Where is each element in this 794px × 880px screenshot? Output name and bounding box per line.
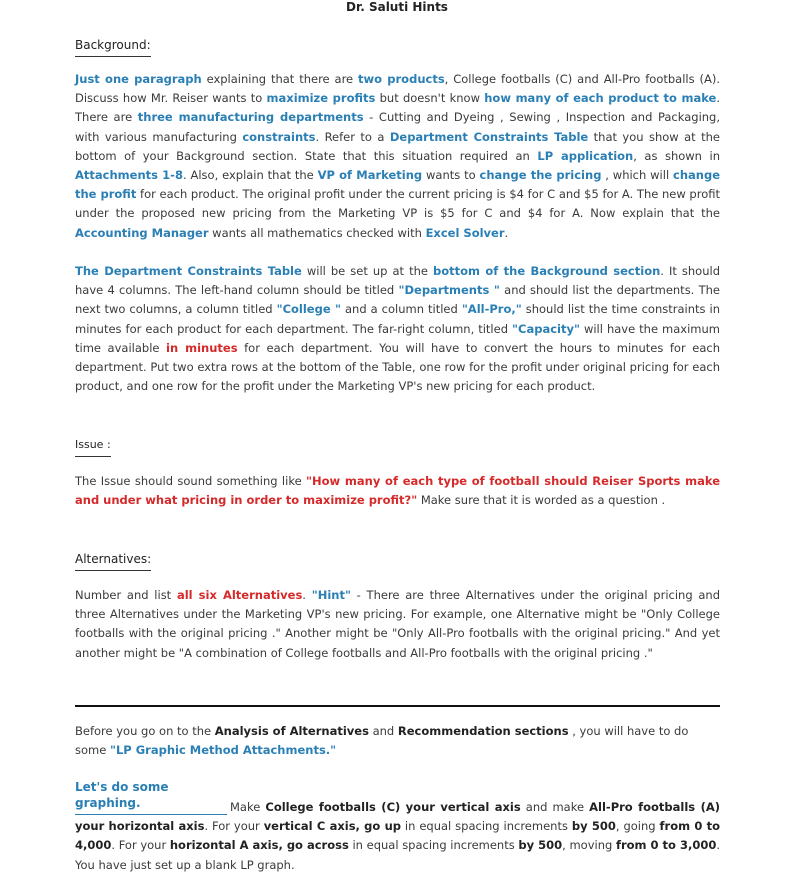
body-text: . It should have 4 columns. The left-hand column should be titled	[75, 264, 720, 298]
body-text: - There are three Alternatives under the original pricing and three Alternatives under the Marketing VP's new pricing. For example, one Alternative might be "Only College footballs with the original pricing ." Another might be "Only All-Pro footballs with the original pricing." And yet another might be "A combination of College footballs and All-Pro footballs with the original pricing ."	[75, 588, 720, 660]
emphasis-text: "How many of each type of football should Reiser Sports make and under what pricing in order to maximize profit?"	[75, 474, 720, 508]
emphasis-text: from 0 to 4,000	[75, 819, 721, 853]
body-text: should list the time constraints in minutes for each product for each department. The far-right column, titled	[75, 302, 720, 336]
body-text: - Cutting and Dyeing , Sewing , Inspection and Packaging, with various manufacturing	[75, 110, 721, 144]
emphasis-text: "Hint"	[311, 588, 351, 602]
body-text: will be set up at the	[301, 264, 433, 278]
body-text: but doesn't know	[375, 91, 485, 106]
emphasis-text: from 0 to 3,000	[615, 838, 717, 853]
body-text: Before you go on to the	[75, 724, 215, 738]
body-text: . For your	[111, 838, 170, 853]
emphasis-text: three manufacturing departments	[137, 110, 364, 125]
emphasis-text: Analysis of Alternatives	[214, 724, 369, 738]
body-text: Make sure that it is worded as a question .	[417, 493, 666, 508]
emphasis-text: Recommendation sections	[397, 724, 569, 738]
background-p2	[75, 262, 720, 396]
emphasis-text: LP application	[537, 148, 634, 163]
issue-p1	[75, 472, 720, 510]
emphasis-text: by 500	[518, 838, 563, 853]
body-text: in equal spacing increments	[401, 819, 572, 834]
emphasis-text: Attachments 1-8	[75, 168, 183, 183]
body-text: will have the maximum time available	[75, 321, 720, 355]
emphasis-text: Department Constraints Table	[389, 129, 589, 144]
body-text: for each department. You will have to convert the hours to minutes for each department. Put two extra rows at the bottom of the Table, one row for the profit under original pricing for each product, and one row for the profit under the Marketing VP's new pricing for each product.	[75, 340, 721, 394]
alternatives-section	[75, 548, 720, 571]
body-text: , going	[615, 819, 660, 834]
constraints-table-paragraph	[75, 262, 720, 396]
emphasis-text: VP of Marketing	[317, 168, 423, 183]
page-title: Dr. Saluti Hints	[346, 0, 448, 14]
emphasis-text: "College "	[276, 302, 341, 317]
emphasis-text: College footballs (C) your vertical axis	[265, 800, 521, 814]
issue-paragraph	[75, 472, 720, 510]
alternatives-heading: Alternatives:	[75, 551, 151, 571]
emphasis-text: All-Pro footballs (A) your horizontal axis	[75, 800, 720, 834]
body-text: , College footballs (C) and All-Pro footballs (A). Discuss how Mr. Reiser wants to	[75, 72, 720, 106]
before-paragraph	[75, 722, 720, 760]
background-section	[75, 34, 720, 57]
body-text: , which will	[601, 168, 674, 183]
emphasis-text: change the pricing	[479, 168, 602, 183]
issue-section	[75, 433, 720, 457]
body-text: . Also, explain that the	[182, 168, 318, 183]
alternatives-paragraph	[75, 586, 720, 663]
emphasis-text: "Departments "	[398, 283, 500, 298]
emphasis-text: how many of each product to make	[484, 91, 717, 106]
body-text: The Issue should sound something like	[75, 474, 307, 488]
graphing-paragraph	[75, 798, 720, 875]
body-text: , as shown in	[633, 148, 720, 163]
body-text: wants all mathematics checked with	[208, 225, 426, 240]
body-text: and a column titled	[340, 302, 462, 317]
body-text: Number and list	[75, 588, 177, 602]
body-text: for each product. The original profit under the current pricing is $4 for C and $5 for A. The new profit under the proposed new pricing from the Marketing VP is $5 for C and $4 for A. Now explain that the	[75, 187, 720, 221]
emphasis-text: vertical C axis, go up	[263, 819, 402, 834]
body-text: explaining that there are	[201, 72, 359, 86]
body-text: , you will have to do some	[75, 724, 689, 758]
body-text: .	[302, 588, 312, 602]
emphasis-text: "Capacity"	[512, 321, 580, 336]
emphasis-text: two products	[358, 72, 445, 86]
emphasis-text: in minutes	[166, 340, 238, 355]
body-text: wants to	[422, 168, 480, 183]
background-p1	[75, 70, 720, 243]
emphasis-text: bottom of the Background section	[432, 264, 661, 278]
emphasis-text: horizontal A axis, go across	[169, 838, 349, 853]
body-text: and should list the departments. The next two columns, a column titled	[75, 283, 720, 317]
emphasis-text: constraints	[242, 129, 316, 144]
body-text: . Refer to a	[315, 129, 390, 144]
emphasis-text: Accounting Manager	[75, 225, 209, 240]
body-text: .	[504, 225, 509, 240]
issue-heading: Issue :	[75, 437, 111, 457]
before-p1	[75, 722, 720, 760]
body-text: . You have just set up a blank LP graph.	[75, 838, 720, 872]
emphasis-text: "All-Pro,"	[461, 302, 522, 317]
emphasis-text: maximize profits	[266, 91, 376, 106]
body-text: . For your	[204, 819, 264, 834]
section-divider	[75, 705, 720, 707]
body-text: . There are	[75, 91, 720, 125]
graphing-heading: Let's do some graphing.	[75, 779, 227, 815]
background-heading: Background:	[75, 37, 151, 57]
body-text: in equal spacing increments	[348, 838, 519, 853]
emphasis-text: "LP Graphic Method Attachments."	[109, 743, 337, 758]
body-text: Make	[230, 800, 266, 814]
alternatives-p1	[75, 586, 720, 663]
emphasis-text: The Department Constraints Table	[75, 264, 302, 278]
body-text: that you show at the bottom of your Background section. State that this situation required an	[75, 129, 720, 163]
body-text: , moving	[562, 838, 616, 853]
emphasis-text: all six Alternatives	[176, 588, 303, 602]
emphasis-text: change the profit	[75, 168, 720, 202]
body-text: and	[368, 724, 398, 738]
background-paragraph	[75, 70, 720, 243]
graphing-p1	[75, 798, 720, 875]
emphasis-text: by 500	[571, 819, 616, 834]
emphasis-text: Excel Solver	[425, 225, 505, 240]
body-text: and make	[520, 800, 590, 814]
emphasis-text: Just one paragraph	[75, 72, 202, 86]
